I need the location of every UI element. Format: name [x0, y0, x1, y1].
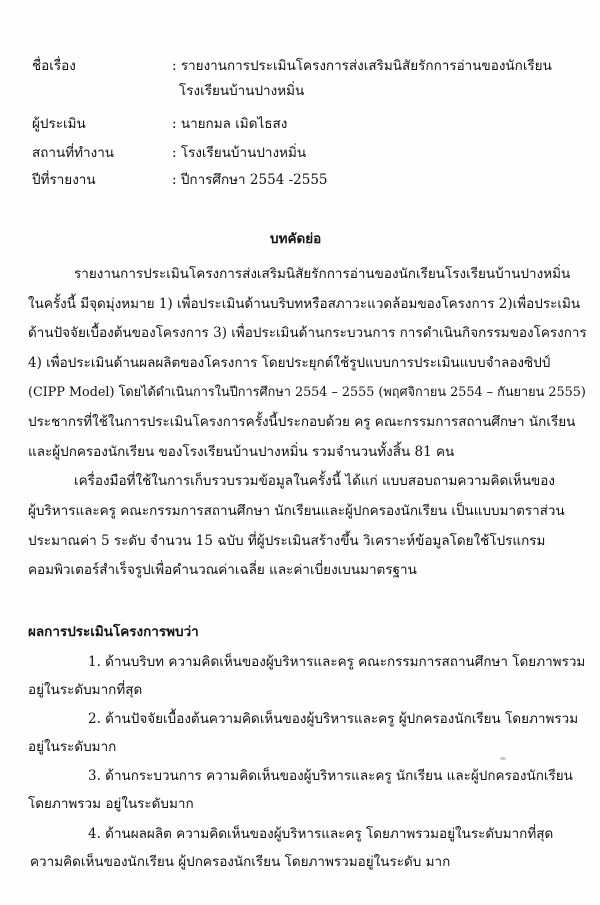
abstract-para1-line: 4) เพื่อประเมินด้านผลผลิตของโครงการ โดยประยุกต์ใช้รูปแบบการประเมินแบบจำลองซิปป์	[28, 355, 551, 371]
ink-smudge	[500, 757, 506, 760]
result-item-2-line2: อยู่ในระดับมาก	[28, 739, 117, 755]
result-item-3-line2: โดยภาพรวม อยู่ในระดับมาก	[28, 796, 194, 812]
result-item-3-line1: 3. ด้านกระบวนการ ความคิดเห็นของผู้บริหารและครู นักเรียน และผู้ปกครองนักเรียน	[88, 768, 573, 784]
report-year-value: : ปีการศึกษา 2554 -2555	[172, 172, 328, 188]
result-item-4-line2: ความคิดเห็นของนักเรียน ผู้ปกครองนักเรียน โดยภาพรวมอยู่ในระดับ มาก	[30, 854, 451, 870]
result-item-1-line1: 1. ด้านบริบท ความคิดเห็นของผู้บริหารและครู คณะกรรมการสถานศึกษา โดยภาพรวม	[88, 654, 586, 670]
workplace-label: สถานที่ทำงาน	[32, 145, 115, 161]
evaluator-value: : นายกมล เมิดไธสง	[172, 116, 288, 132]
abstract-para1-line: ประชากรที่ใช้ในการประเมินโครงการครั้งนี้ประกอบด้วย ครู คณะกรรมการสถานศึกษา นักเรียน	[28, 414, 576, 430]
abstract-para1-line: รายงานการประเมินโครงการส่งเสริมนิสัยรักการอ่านของนักเรียนโรงเรียนบ้านปางหมิ่น	[74, 266, 571, 282]
abstract-para1-line: ด้านปัจจัยเบื้องต้นของโครงการ 3) เพื่อประเมินด้านกระบวนการ การดำเนินกิจกรรมของโครงการ	[28, 325, 587, 341]
results-heading: ผลการประเมินโครงการพบว่า	[28, 624, 199, 640]
result-item-2-line1: 2. ด้านปัจจัยเบื้องต้นความคิดเห็นของผู้บริหารและครู ผู้ปกครองนักเรียน โดยภาพรวม	[88, 711, 579, 727]
abstract-para1-line: (CIPP Model) โดยได้ดำเนินการในปีการศึกษา 2554 – 2555 (พฤศจิกายน 2554 – กันยายน 2555)	[28, 385, 586, 400]
abstract-para2-line: เครื่องมือที่ใช้ในการเก็บรวบรวมข้อมูลในครั้งนี้ ได้แก่ แบบสอบถามความคิดเห็นของ	[74, 473, 555, 489]
title-value-line2: โรงเรียนบ้านปางหมิ่น	[179, 83, 305, 99]
abstract-para1-line: ในครั้งนี้ มีจุดมุ่งหมาย 1) เพื่อประเมินด้านบริบทหรือสภาวะแวดล้อมของโครงการ 2)เพื่อประเมิน	[28, 296, 581, 312]
title-value-line1: : รายงานการประเมินโครงการส่งเสริมนิสัยรักการอ่านของนักเรียน	[172, 58, 552, 74]
evaluator-label: ผู้ประเมิน	[32, 116, 86, 132]
result-item-4-line1: 4. ด้านผลผลิต ความคิดเห็นของผู้บริหารและครู โดยภาพรวมอยู่ในระดับมากที่สุด	[88, 826, 554, 842]
workplace-value: : โรงเรียนบ้านปางหมิ่น	[172, 145, 307, 161]
result-item-1-line2: อยู่ในระดับมากที่สุด	[28, 682, 143, 698]
report-year-label: ปีที่รายงาน	[32, 172, 96, 188]
title-label: ชื่อเรื่อง	[32, 58, 76, 74]
abstract-para2-line: คอมพิวเตอร์สำเร็จรูปเพื่อคำนวณค่าเฉลี่ย และค่าเบี่ยงเบนมาตรฐาน	[28, 562, 417, 578]
abstract-para2-line: ประมาณค่า 5 ระดับ จำนวน 15 ฉบับ ที่ผู้ประเมินสร้างขึ้น วิเคราะห์ข้อมูลโดยใช้โปรแกรม	[28, 533, 546, 549]
abstract-para1-line: และผู้ปกครองนักเรียน ของโรงเรียนบ้านปางหมิ่น รวมจำนวนทั้งสิ้น 81 คน	[28, 444, 455, 460]
abstract-para2-line: ผู้บริหารและครู คณะกรรมการสถานศึกษา นักเรียนและผู้ปกครองนักเรียน เป็นแบบมาตราส่วน	[28, 503, 565, 519]
abstract-heading: บทคัดย่อ	[270, 231, 322, 247]
